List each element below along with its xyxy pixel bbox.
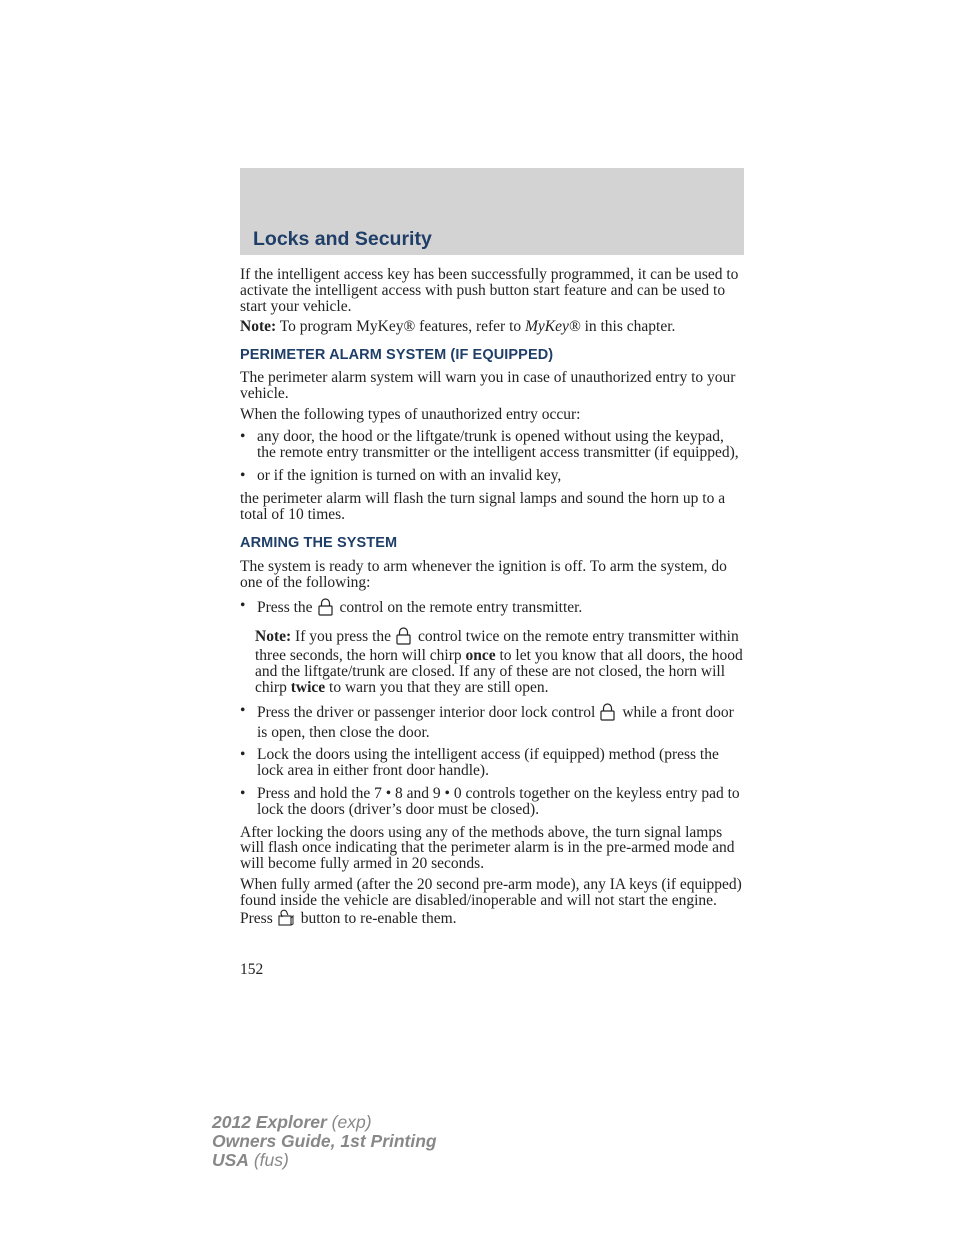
list-item <box>240 468 744 484</box>
arming-note <box>240 627 744 696</box>
note-text: control twice on the remote entry transmitter within three seconds, the horn will chirp <box>255 627 739 665</box>
bullet-dot: • <box>240 784 246 802</box>
footer-market-code: (fus) <box>248 1150 289 1170</box>
footer-line-3 <box>212 1151 437 1170</box>
bullet-dot: • <box>240 428 246 446</box>
bullet-dot: • <box>240 466 246 484</box>
perimeter-alarm-heading: PERIMETER ALARM SYSTEM (IF EQUIPPED) <box>240 347 554 364</box>
footer-line-2: Owners Guide, 1st Printing <box>212 1131 437 1151</box>
page-content <box>240 267 744 930</box>
arming-paragraph-1: The system is ready to arm whenever the ignition is off. To arm the system, do one of the following: <box>240 558 727 591</box>
list-item-text-end: control on the remote entry transmitter. <box>339 598 583 616</box>
note-text-end: in this chapter. <box>580 318 676 336</box>
list-item-text: Press the driver or passenger interior door lock control <box>257 703 596 721</box>
emphasis-once: once <box>465 647 496 665</box>
list-item-text: Press and hold the 7 • 8 and 9 • 0 controls together on the keyless entry pad to lock the doors (driver’s door must be closed). <box>257 784 740 818</box>
bullet-dot: • <box>240 596 246 614</box>
paragraph-text: When fully armed (after the 20 second pre-arm mode), any IA keys (if equipped) found inside the vehicle are disabled/inoperable and will not start the engine. Press <box>240 875 742 927</box>
list-item <box>240 786 744 818</box>
padlock-icon <box>599 703 616 725</box>
perimeter-paragraph-3: the perimeter alarm will flash the turn signal lamps and sound the horn up to a total of 10 times. <box>240 489 726 523</box>
list-item <box>240 747 744 779</box>
perimeter-paragraph-2: When the following types of unauthorized entry occur: <box>240 405 581 423</box>
padlock-icon <box>317 598 334 620</box>
section-header-band <box>240 168 744 255</box>
footer-market: USA <box>212 1150 249 1170</box>
bullet-dot: • <box>240 701 246 719</box>
list-item <box>240 598 744 620</box>
note-text: If you press the <box>291 627 392 645</box>
list-item <box>240 703 744 741</box>
perimeter-paragraph-1: The perimeter alarm system will warn you in case of unauthorized entry to your vehicle. <box>240 368 736 402</box>
footer-model: 2012 Explorer <box>212 1112 327 1132</box>
note-text: To program MyKey® features, refer to <box>276 318 526 336</box>
note-label: Note: <box>240 318 277 336</box>
intro-note <box>240 319 744 335</box>
intro-paragraph: If the intelligent access key has been successfully programmed, it can be used to activate the intelligent access with push button start feature and can be used to start your vehicle. <box>240 266 739 315</box>
note-label: Note: <box>255 627 292 645</box>
mykey-reference: MyKey® <box>525 318 581 336</box>
list-item <box>240 429 744 461</box>
list-item-text: any door, the hood or the liftgate/trunk is opened without using the keypad, the remote entry transmitter or the intelligent access transmitter (if equipped), <box>257 428 739 462</box>
section-title: Locks and Security <box>253 228 432 250</box>
arming-paragraph-2: After locking the doors using any of the methods above, the turn signal lamps will flash once indicating that the perimeter alarm is in the pre-armed mode and will become fully armed in 20 seconds. <box>240 823 735 873</box>
paragraph-text-end: button to re-enable them. <box>300 909 457 927</box>
list-item-text: Press the <box>257 598 313 616</box>
bullet-dot: • <box>240 746 246 764</box>
emphasis-twice: twice <box>290 678 326 696</box>
arming-heading: ARMING THE SYSTEM <box>240 535 398 552</box>
padlock-icon <box>395 627 412 649</box>
push-start-button-icon <box>277 909 295 931</box>
footer-model-code: (exp) <box>326 1112 372 1132</box>
list-item-text-end: while a front door is open, then close the door. <box>257 703 734 741</box>
note-text-end: to warn you that they are still open. <box>325 678 549 696</box>
list-item-text: or if the ignition is turned on with an invalid key, <box>257 466 562 484</box>
page-number: 152 <box>240 961 264 978</box>
footer-line-1 <box>212 1113 437 1132</box>
list-item-text: Lock the doors using the intelligent access (if equipped) method (press the lock area in either front door handle). <box>257 746 719 780</box>
arming-paragraph-3 <box>240 877 744 930</box>
note-text: to let you know that all doors, the hood and the liftgate/trunk are closed. If any of these are not closed, the horn will chirp <box>255 647 743 696</box>
document-footer <box>212 1113 437 1170</box>
